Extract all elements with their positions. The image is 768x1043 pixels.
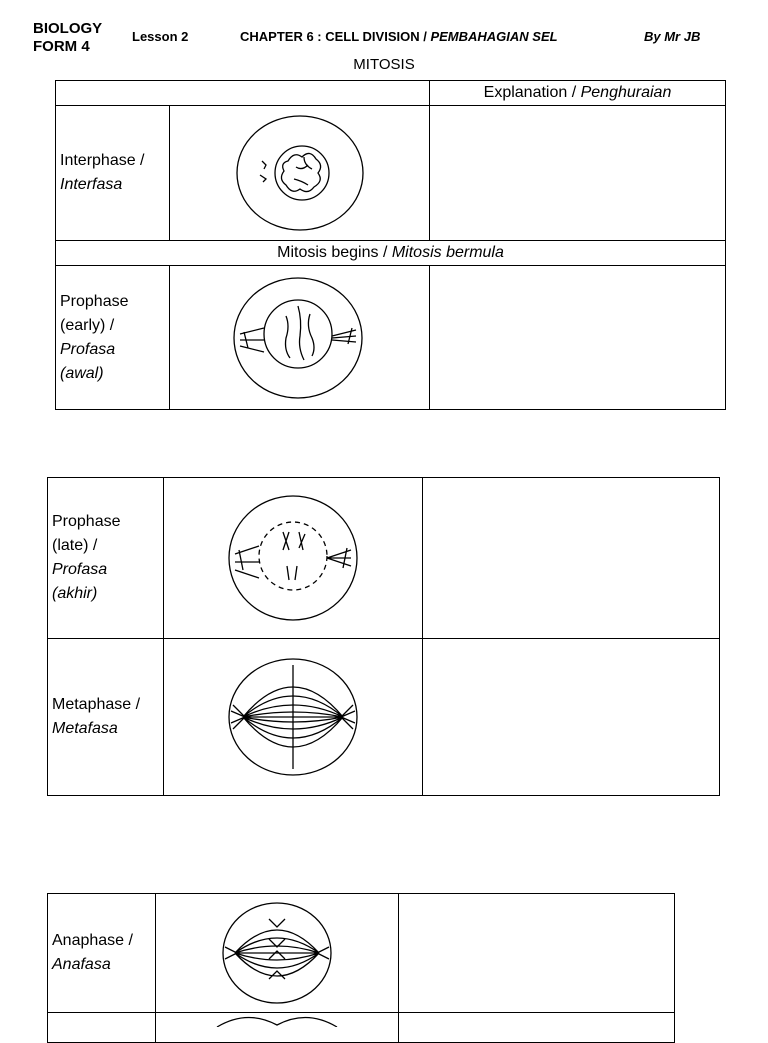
late-prophase-cell-diagram xyxy=(223,492,363,624)
prophase-late-line1: Prophase xyxy=(52,513,121,530)
prophase-early-label xyxy=(56,266,170,410)
interphase-picture-cell xyxy=(170,106,430,241)
prophase-late-explanation-cell[interactable] xyxy=(423,478,720,639)
mitosis-table-3 xyxy=(47,893,675,1043)
interphase-label-ms: Interfasa xyxy=(60,176,123,193)
metaphase-cell-diagram xyxy=(223,651,363,783)
metaphase-label xyxy=(48,639,164,796)
interphase-label-en: Interphase / xyxy=(60,152,145,169)
prophase-late-line2: (late) / xyxy=(52,537,98,554)
prophase-early-line2: (early) / xyxy=(60,316,115,334)
explanation-header xyxy=(430,81,726,106)
telophase-label-cell xyxy=(48,1013,156,1043)
explanation-header-text: Explanation / xyxy=(483,84,581,101)
mitosis-begins-italic: Mitosis bermula xyxy=(391,244,504,261)
anaphase-picture-cell xyxy=(156,894,399,1013)
next-stage-picture-cell xyxy=(156,1013,399,1043)
author-label: By Mr JB xyxy=(644,29,701,44)
anaphase-label-ms: Anafasa xyxy=(52,956,111,973)
subject-label xyxy=(33,20,102,56)
prophase-early-italic1: Profasa xyxy=(60,340,116,358)
metaphase-label-ms: Metafasa xyxy=(52,720,118,737)
prophase-early-picture-cell xyxy=(170,266,430,410)
interphase-cell-diagram xyxy=(230,109,370,237)
header-blank-cell xyxy=(56,81,430,106)
chapter-label xyxy=(240,29,558,44)
prophase-late-italic1: Profasa xyxy=(52,561,108,578)
interphase-label xyxy=(56,106,170,241)
explanation-header-italic: Penghuraian xyxy=(580,84,672,101)
interphase-explanation-cell[interactable] xyxy=(430,106,726,241)
metaphase-picture-cell xyxy=(164,639,423,796)
prophase-late-label xyxy=(48,478,164,639)
subject-line-2: FORM 4 xyxy=(33,38,90,55)
anaphase-label-en: Anaphase / xyxy=(52,932,133,949)
prophase-late-italic2: (akhir) xyxy=(52,585,98,602)
chapter-text: CHAPTER 6 : CELL DIVISION / xyxy=(240,29,431,44)
mitosis-begins-text: Mitosis begins / xyxy=(277,244,392,261)
prophase-early-italic2: (awal) xyxy=(60,364,104,382)
anaphase-explanation-cell[interactable] xyxy=(399,894,675,1013)
mitosis-table-2 xyxy=(47,477,720,796)
next-stage-explanation-cell[interactable] xyxy=(399,1013,675,1043)
telophase-cell-diagram-partial xyxy=(207,1013,347,1027)
mitosis-table-1 xyxy=(55,80,726,410)
early-prophase-cell-diagram xyxy=(230,272,370,404)
lesson-label: Lesson 2 xyxy=(132,29,189,44)
prophase-early-explanation-cell[interactable] xyxy=(430,266,726,410)
mitosis-begins-row xyxy=(56,241,726,266)
prophase-early-line1: Prophase xyxy=(60,292,129,310)
anaphase-label xyxy=(48,894,156,1013)
chapter-text-italic: PEMBAHAGIAN SEL xyxy=(430,29,558,44)
anaphase-cell-diagram xyxy=(219,899,335,1007)
subject-line-1: BIOLOGY xyxy=(33,20,103,37)
page-title: MITOSIS xyxy=(353,56,415,73)
prophase-late-picture-cell xyxy=(164,478,423,639)
metaphase-label-en: Metaphase / xyxy=(52,696,141,713)
metaphase-explanation-cell[interactable] xyxy=(423,639,720,796)
